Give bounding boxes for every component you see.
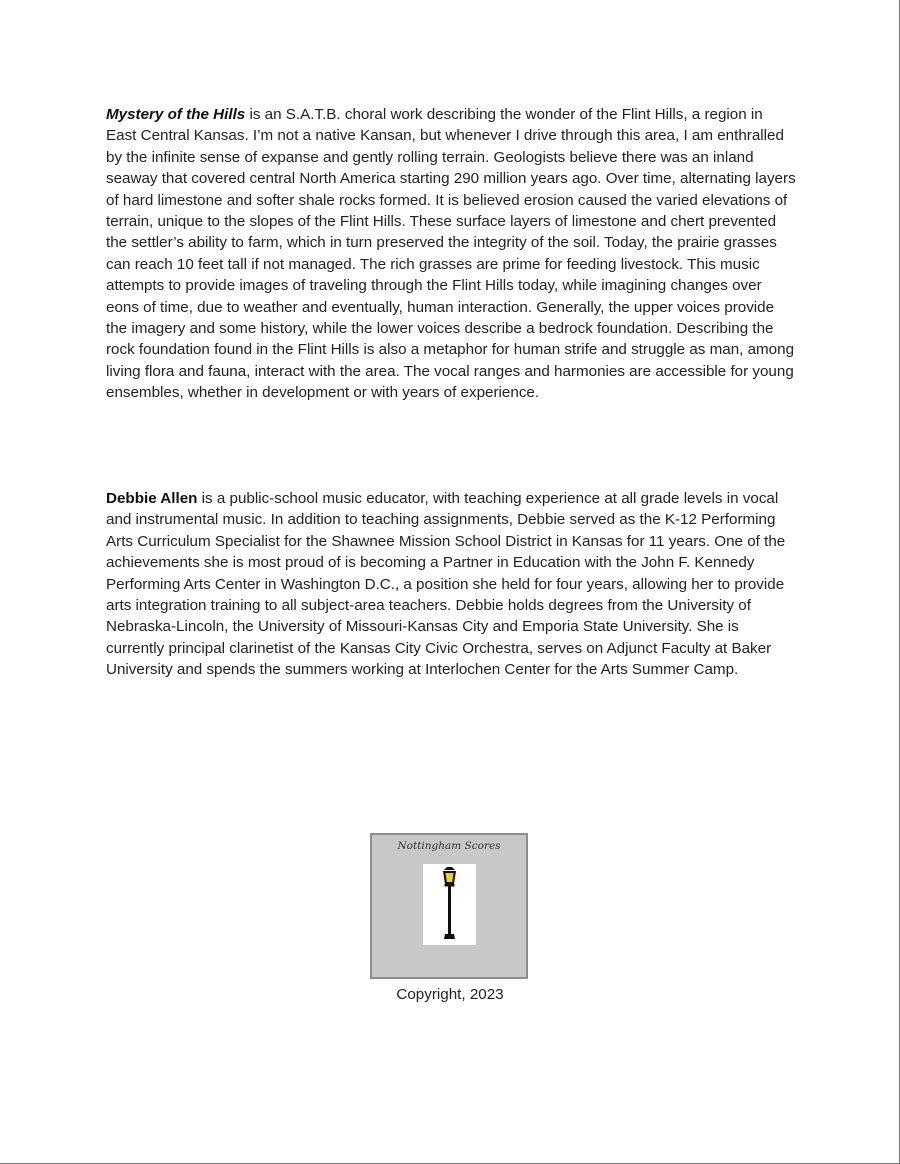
- work-title: Mystery of the Hills: [106, 106, 246, 123]
- composer-name: Debbie Allen: [106, 490, 198, 507]
- program-note-text: is an S.A.T.B. choral work describing the wonder of the Flint Hills, a region in East Central Kansas. I’m not a native Kansan, but whenever I drive through this area, I am enthralled by the infinite sense of expanse and gently rolling terrain. Geologists believe there was an inland seaway that covered central North America starting 290 million years ago. Over time, alternating layers of hard limestone and softer shale rocks formed. It is believed erosion caused the varied elevations of terrain, unique to the slopes of the Flint Hills. These surface layers of limestone and chert prevented the settler’s ability to farm, which in turn preserved the integrity of the soil. Today, the prairie grasses can reach 10 feet tall if not managed. The rich grasses are prime for feeding livestock. This music attempts to provide images of traveling through the Flint Hills today, while imagining changes over eons of time, due to weather and eventually, human interaction. Generally, the upper voices provide the imagery and some history, while the lower voices describe a bedrock foundation. Describing the rock foundation found in the Flint Hills is also a metaphor for human strife and struggle as man, among living flora and fauna, interact with the area. The vocal ranges and harmonies are accessible for young ensembles, whether in development or with years of experience.: [106, 106, 796, 402]
- program-note-paragraph: [106, 104, 796, 404]
- publisher-logo: [370, 833, 528, 979]
- lamppost-icon: [423, 864, 476, 945]
- logo-lamp-panel: [423, 864, 476, 945]
- composer-bio-paragraph: [106, 488, 796, 681]
- publisher-logo-name: Nottingham Scores: [397, 840, 501, 852]
- composer-bio-text: is a public-school music educator, with teaching experience at all grade levels in vocal and instrumental music. In addition to teaching assignments, Debbie served as the K-12 Performing Arts Curriculum Specialist for the Shawnee Mission School District in Kansas for 11 years. One of the achievements she is most proud of is becoming a Partner in Education with the John F. Kennedy Performing Arts Center in Washington D.C., a position she held for four years, allowing her to provide arts integration training to all subject-area teachers. Debbie holds degrees from the University of Nebraska-Lincoln, the University of Missouri-Kansas City and Emporia State University. She is currently principal clarinetist of the Kansas City Civic Orchestra, serves on Adjunct Faculty at Baker University and spends the summers working at Interlochen Center for the Arts Summer Camp.: [106, 490, 786, 679]
- copyright-notice: Copyright, 2023: [396, 986, 504, 1003]
